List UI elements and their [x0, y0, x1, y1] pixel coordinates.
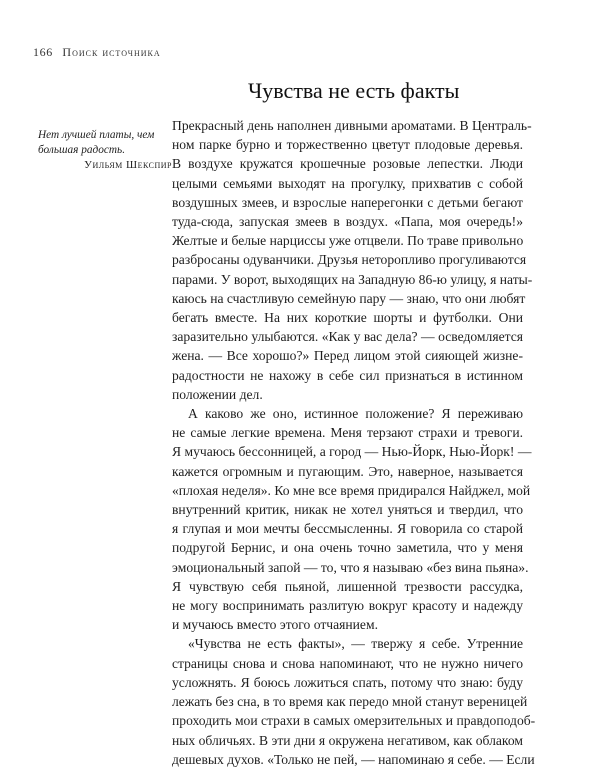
- chapter-title: Чувства не есть факты: [248, 78, 460, 103]
- paragraph-line: внутренний критик, никак не хотел уняться и твердил, что: [172, 502, 523, 518]
- paragraph-line: Желтые и белые нарциссы уже отцвели. По траве привольно: [172, 233, 524, 249]
- paragraph-line: «плохая неделя». Ко мне все время придирался Найджел, мой: [172, 482, 531, 498]
- body-text: [172, 116, 536, 769]
- paragraph-line: воздушных змеев, и взрослые наперегонки с детьми бегают: [172, 194, 523, 210]
- paragraph-line: проходить мои страхи в самых омерзительных и правдоподоб-: [172, 713, 536, 729]
- paragraph-line: я глупая и мои мечты бессмысленны. Я говорила со старой: [172, 521, 523, 537]
- epigraph: [38, 128, 172, 173]
- paragraph-line: «Чувства не есть факты», — твержу я себе. Утренние: [188, 636, 523, 652]
- paragraph-line: кажется огромным и пугающим. Это, наверное, называется: [172, 463, 523, 479]
- paragraph-line: не могу воспринимать разлитую вокруг красоту и надежду: [172, 598, 523, 614]
- paragraph-line: эмоциональный запой — то, что я называю «без вина пьяна».: [172, 559, 529, 575]
- paragraph-line: Я чувствую себя пьяной, лишенной трезвости рассудка,: [172, 578, 523, 594]
- paragraph-line: ном парке бурно и торжественно цветут плодовые деревья.: [172, 137, 523, 153]
- paragraph-line: В воздухе кружатся крошечные розовые лепестки. Люди: [172, 156, 523, 172]
- paragraph-line: туда-сюда, запуская змеев в воздух. «Папа, моя очередь!»: [172, 214, 523, 230]
- paragraph-line: разбросаны одуванчики. Друзья неторопливо прогуливаются: [172, 252, 527, 268]
- paragraph-line: радостности не нахожу в себе сил признаться в истинном: [172, 367, 523, 383]
- paragraph-line: Прекрасный день наполнен дивными ароматами. В Централь-: [172, 118, 532, 133]
- paragraph-line: страницы снова и снова напоминают, что не нужно ничего: [172, 655, 523, 671]
- paragraph-line: ных обличьях. В эти дни я окружена негативом, как облаком: [172, 732, 523, 748]
- running-title: Поиск источника: [62, 45, 161, 59]
- paragraph-line: положении дел.: [172, 386, 263, 402]
- paragraph-line: каюсь на счастливую семейную пару — знаю, что они любят: [172, 290, 526, 306]
- epigraph-quote-line: большая радость.: [38, 144, 126, 156]
- paragraph-line: лежать без сна, в то время как передо мной станут вереницей: [172, 694, 528, 710]
- paragraph: [172, 116, 533, 404]
- paragraph-line: целыми семьями выходят на прогулку, прихватив с собой: [172, 175, 523, 191]
- paragraph-line: усложнять. Я боюсь ложиться спать, потому что знаю: буду: [172, 674, 523, 690]
- page-number: 166: [33, 45, 53, 59]
- paragraph-line: А каково же оно, истинное положение? Я переживаю: [188, 406, 523, 422]
- paragraph: [172, 404, 532, 634]
- paragraph-line: заразительно улыбаются. «Как у вас дела? — осведомляется: [172, 329, 523, 345]
- paragraph-line: Я мучаюсь бессонницей, а город — Нью-Йорк, Нью-Йорк! —: [172, 444, 532, 460]
- paragraph-line: жена. — Все хорошо?» Перед лицом этой сияющей жизне-: [172, 348, 523, 364]
- paragraph-line: и мучаюсь вместо этого отчаянием.: [172, 617, 378, 633]
- paragraph-line: не самые легкие времена. Меня терзают страхи и тревоги.: [172, 425, 523, 441]
- paragraph-line: подругой Бернис, и она очень точно заметила, что у меня: [172, 540, 523, 556]
- paragraph-line: бегать вместе. На них короткие шорты и футболки. Они: [172, 310, 523, 326]
- epigraph-quote-line: Нет лучшей платы, чем: [38, 129, 155, 141]
- epigraph-author: Уильям Шекспир: [84, 159, 172, 171]
- paragraph-line: дешевых духов. «Только не пей, — напоминаю я себе. — Если: [172, 751, 535, 767]
- paragraph: [172, 634, 536, 768]
- epigraph-quote: [38, 128, 172, 158]
- running-header: [33, 45, 161, 60]
- paragraph-line: парами. У ворот, выходящих на Западную 86-ю улицу, я наты-: [172, 271, 533, 287]
